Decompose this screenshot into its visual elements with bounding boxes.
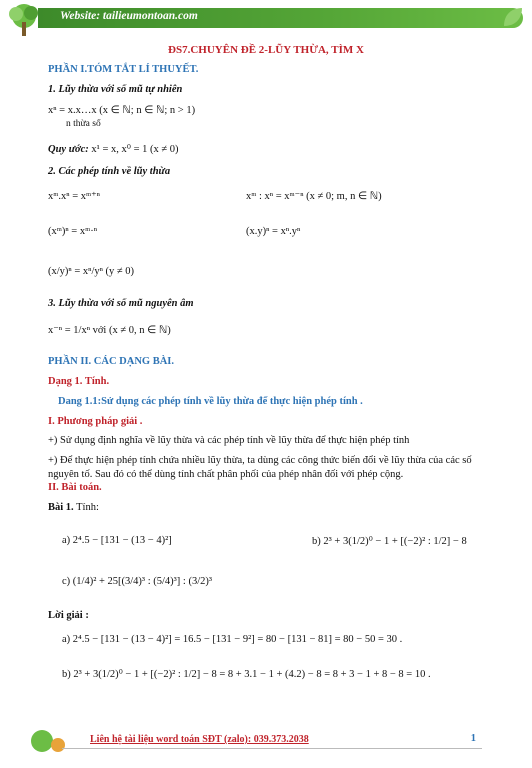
- solution-heading: Lời giải :: [48, 610, 89, 621]
- part-1-heading: PHẦN I.TÓM TẮT LÍ THUYẾT.: [48, 64, 199, 75]
- formula-product: xᵐ.xⁿ = xᵐ⁺ⁿ: [48, 191, 100, 202]
- solution-b: b) 2³ + 3(1/2)⁰ − 1 + [(−2)² : 1/2] − 8 = 8 + 3.1 − 1 + (4.2) − 8 = 8 + 3 − 1 + 8 − 8 = 10 .: [62, 669, 431, 680]
- formula-negative-exponent: x⁻ⁿ = 1/xⁿ với (x ≠ 0, n ∈ ℕ): [48, 325, 171, 336]
- leaf-corner-icon: [500, 4, 526, 30]
- section-1-heading: 1. Lũy thừa với số mũ tự nhiên: [48, 84, 183, 95]
- method-heading: I. Phương pháp giải .: [48, 416, 143, 427]
- method-step-2b: nguyên tố. Sau đó có thể dùng tính chất phân phối của phép nhân đối với phép cộng.: [48, 469, 404, 480]
- formula-power-of-quotient: (x/y)ⁿ = xⁿ/yⁿ (y ≠ 0): [48, 266, 135, 277]
- problem-c: c) (1/4)² + 25[(3/4)³ : (5/4)³] : (3/2)³: [62, 576, 213, 587]
- exercise-1-line: [48, 502, 99, 513]
- problem-b: b) 2³ + 3(1/2)⁰ − 1 + [(−2)² : 1/2] − 8: [312, 536, 467, 547]
- footer-divider: [62, 748, 482, 749]
- decorative-balls-icon: [24, 726, 74, 756]
- header-bar: [0, 0, 532, 34]
- formula-power-of-power: (xᵐ)ⁿ = xᵐ·ⁿ: [48, 226, 98, 237]
- type-1-heading: Dạng 1. Tính.: [48, 376, 110, 387]
- problem-a: a) 2⁴.5 − [131 − (13 − 4)²]: [62, 535, 172, 546]
- method-step-2a: +) Để thực hiện phép tính chứa nhiều lũy thừa, ta dùng các công thức biến đổi về lũy thừa của các số: [48, 455, 472, 466]
- convention-formula: x¹ = x, x⁰ = 1 (x ≠ 0): [91, 144, 179, 155]
- method-step-1: +) Sử dụng định nghĩa về lũy thừa và các phép tính về lũy thừa để thực hiện phép tính: [48, 435, 410, 446]
- footer-contact[interactable]: Liên hệ tài liệu word toán SĐT (zalo): 039.373.2038: [90, 734, 309, 745]
- factor-count-label: n thừa số: [66, 119, 101, 129]
- site-url[interactable]: Website: tailieumontoan.com: [60, 10, 198, 22]
- type-1-1-heading: Dang 1.1:Sử dụng các phép tính về lũy thừa để thực hiện phép tính .: [58, 396, 363, 407]
- section-3-heading: 3. Lũy thừa với số mũ nguyên âm: [48, 298, 194, 309]
- document-title: ĐS7.CHUYÊN ĐỀ 2-LŨY THỪA, TÌM X: [168, 44, 364, 56]
- exercise-1-label: Bài 1.: [48, 502, 74, 513]
- convention-line: [48, 143, 179, 155]
- page-number: 1: [470, 733, 476, 744]
- part-2-heading: PHẦN II. CÁC DẠNG BÀI.: [48, 356, 175, 367]
- formula-natural-power: xⁿ = x.x…x (x ∈ ℕ; n ∈ ℕ; n > 1): [48, 105, 196, 116]
- convention-label: Quy ước:: [48, 144, 89, 155]
- section-2-heading: 2. Các phép tính về lũy thừa: [48, 166, 171, 177]
- exercise-1-instruction: Tính:: [76, 502, 99, 513]
- formula-power-of-product: (x.y)ⁿ = xⁿ.yⁿ: [246, 226, 301, 237]
- exercise-heading: II. Bài toán.: [48, 482, 102, 493]
- formula-quotient: xᵐ : xⁿ = xᵐ⁻ⁿ (x ≠ 0; m, n ∈ ℕ): [246, 191, 382, 202]
- solution-a: a) 2⁴.5 − [131 − (13 − 4)²] = 16.5 − [131 − 9²] = 80 − [131 − 81] = 80 − 50 = 30 .: [62, 634, 403, 645]
